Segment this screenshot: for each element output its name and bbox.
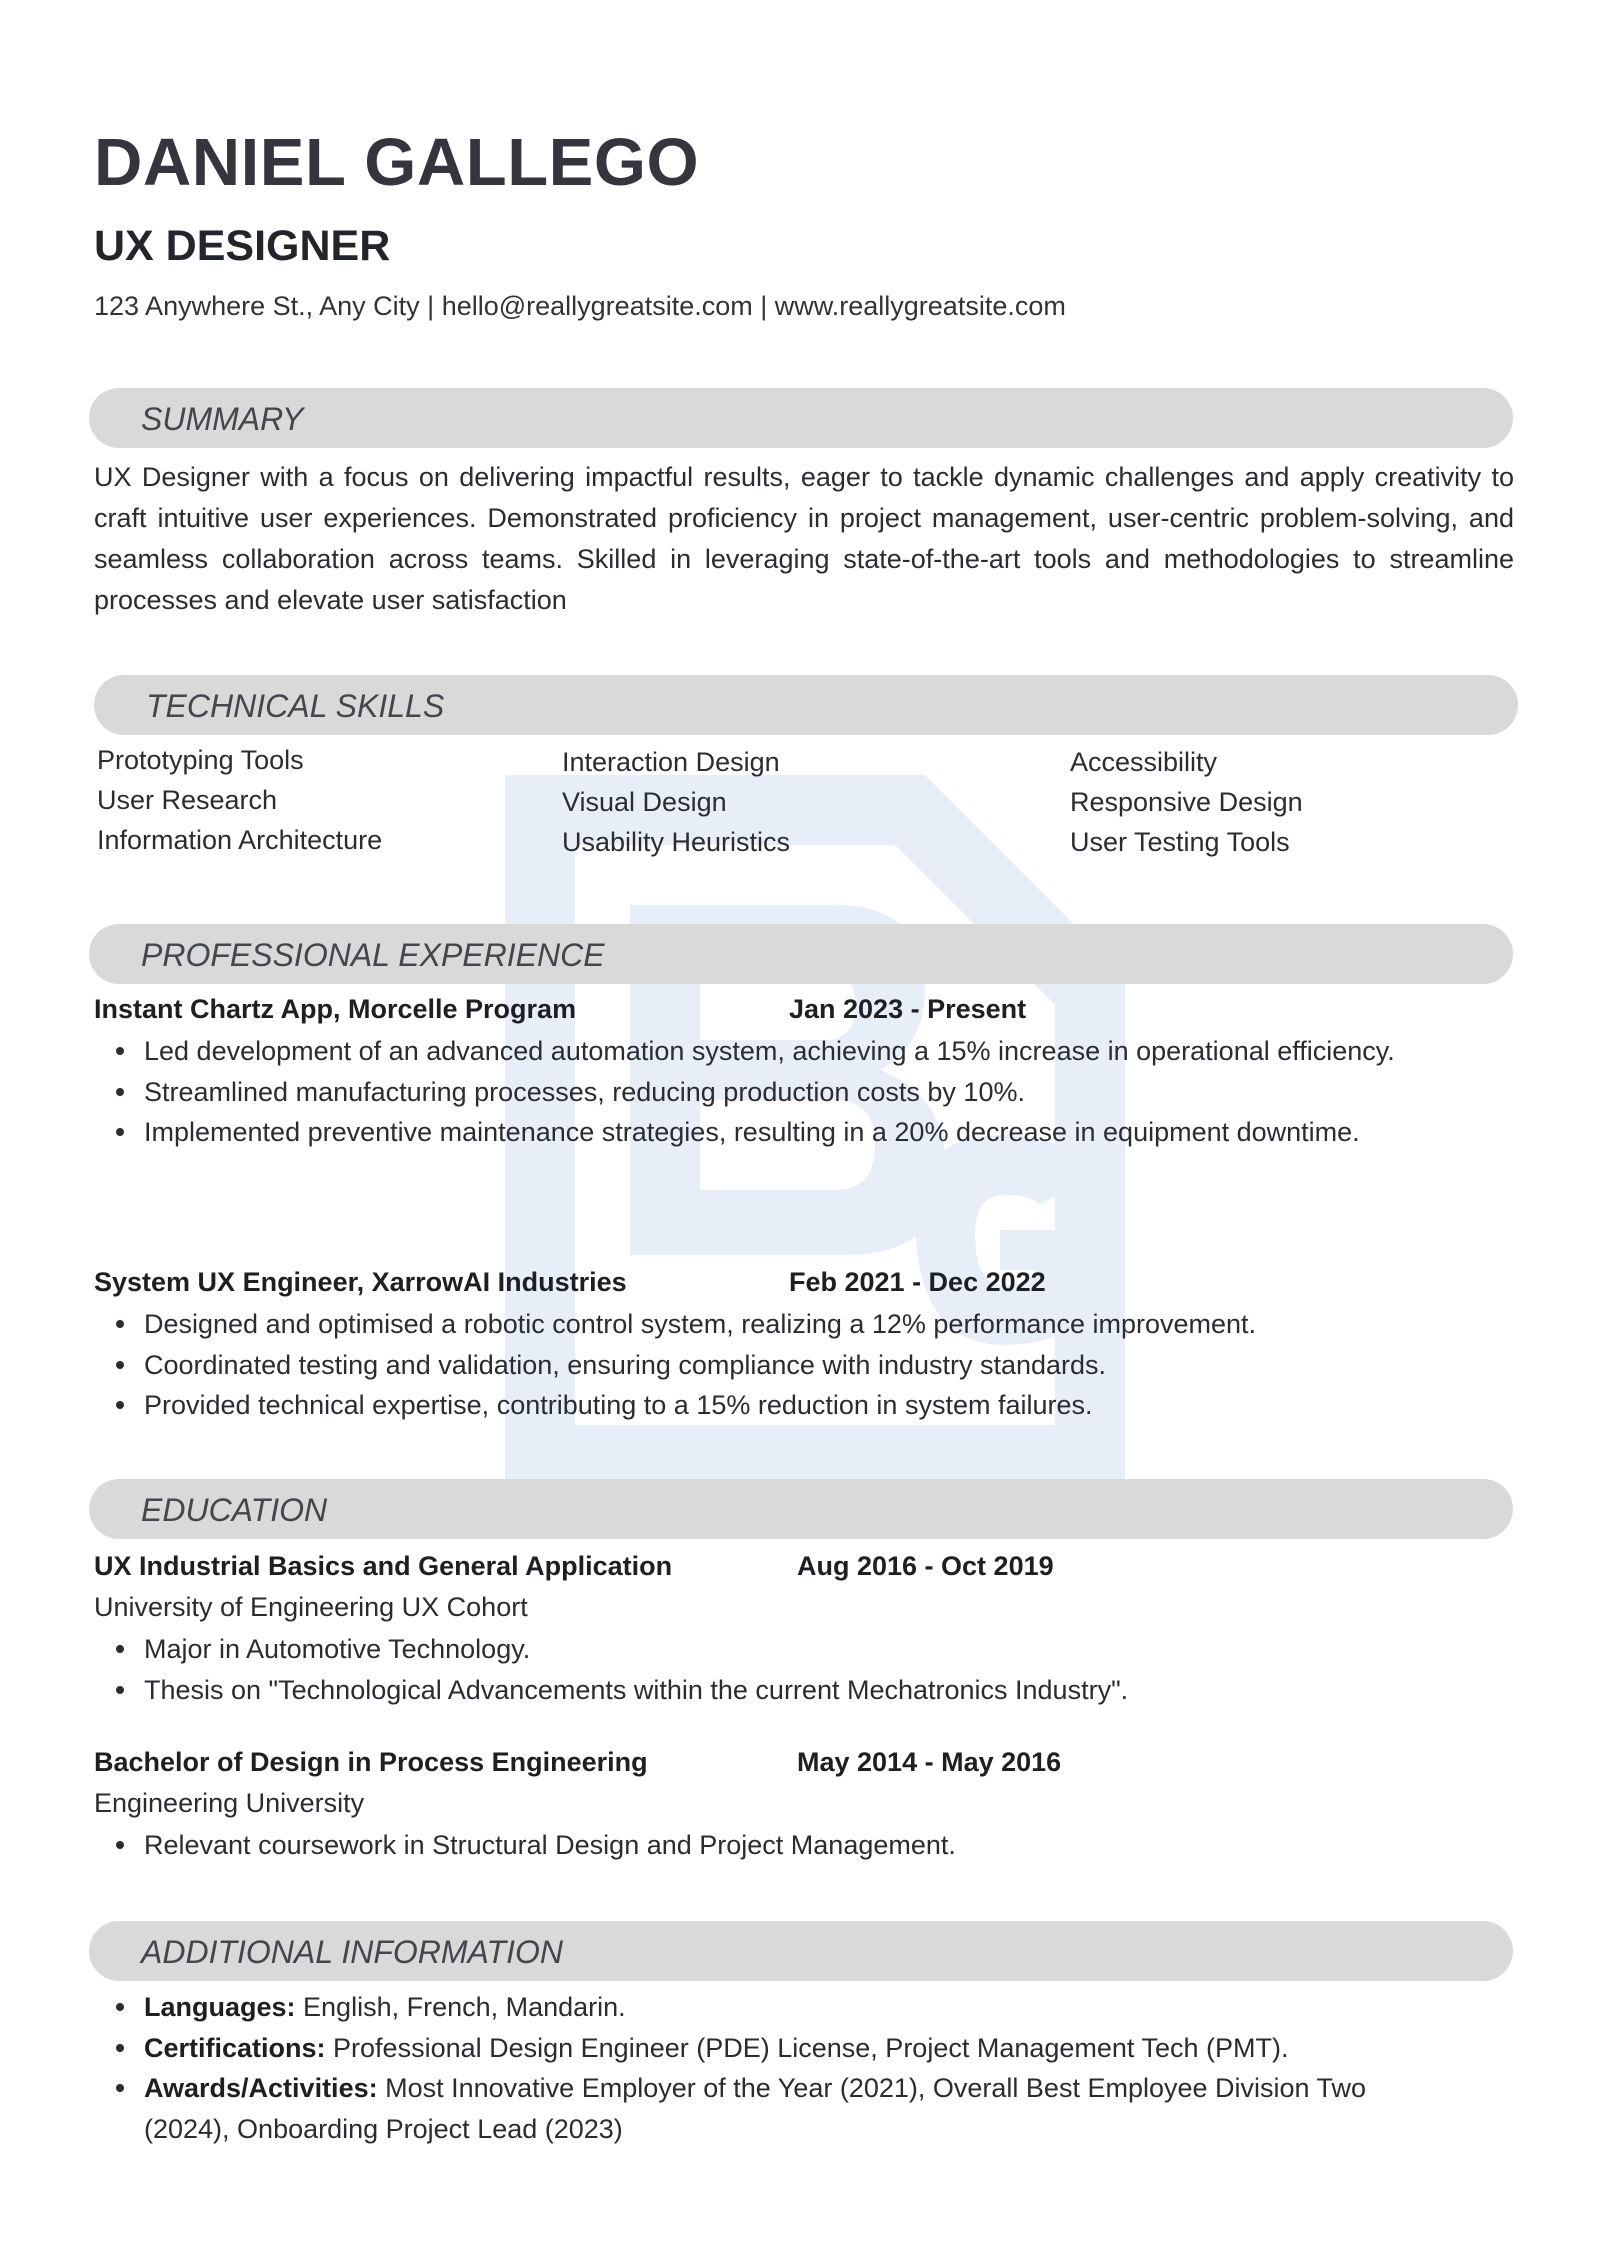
section-header-additional-information xyxy=(89,1921,1513,1981)
item-label: Certifications: xyxy=(144,2032,326,2063)
education-entry-bullets xyxy=(94,1825,1434,1866)
section-label: PROFESSIONAL EXPERIENCE xyxy=(141,937,605,973)
list-item: Led development of an advanced automation system, achieving a 15% increase in operational efficiency. xyxy=(94,1031,1434,1072)
item-text: Most Innovative Employer of the Year (2021), Overall Best Employee Division Two (2024), Onboarding Project Lead (2023) xyxy=(144,2073,1367,2144)
item-label: Languages: xyxy=(144,1992,296,2022)
skill-item: Responsive Design xyxy=(1070,787,1303,817)
list-item: Major in Automotive Technology. xyxy=(94,1629,1434,1670)
list-item: Relevant coursework in Structural Design and Project Management. xyxy=(94,1825,1434,1866)
job-entry-bullets xyxy=(94,1031,1434,1153)
section-header-education xyxy=(89,1479,1513,1539)
item-label: Awards/Activities: xyxy=(144,2073,378,2103)
skill-item: Usability Heuristics xyxy=(562,827,791,857)
job-entry-date: Jan 2023 - Present xyxy=(789,994,1027,1024)
education-school: University of Engineering UX Cohort xyxy=(94,1592,528,1622)
list-item: Implemented preventive maintenance strategies, resulting in a 20% decrease in equipment downtime. xyxy=(94,1112,1434,1153)
education-entry-date: May 2014 - May 2016 xyxy=(797,1747,1062,1777)
education-entry-title: UX Industrial Basics and General Application xyxy=(94,1551,673,1581)
list-item-languages xyxy=(94,1987,1434,2028)
job-entry-date: Feb 2021 - Dec 2022 xyxy=(789,1267,1046,1297)
list-item-awards xyxy=(94,2068,1434,2149)
education-entry-bullets xyxy=(94,1629,1434,1710)
skill-item: Visual Design xyxy=(562,787,727,817)
section-header-technical-skills xyxy=(94,675,1518,735)
list-item-certifications xyxy=(94,2028,1434,2069)
education-entry-title: Bachelor of Design in Process Engineering xyxy=(94,1747,648,1777)
job-title: UX DESIGNER xyxy=(94,222,391,270)
section-header-experience xyxy=(89,924,1513,984)
skill-item: Interaction Design xyxy=(562,747,780,777)
education-entry-date: Aug 2016 - Oct 2019 xyxy=(797,1551,1054,1581)
skill-item: User Research xyxy=(97,785,278,815)
job-entry-title: System UX Engineer, XarrowAI Industries xyxy=(94,1267,627,1297)
item-text: English, French, Mandarin. xyxy=(295,1992,626,2022)
skill-item: Prototyping Tools xyxy=(97,745,304,775)
section-header-summary xyxy=(89,388,1513,448)
list-item: Streamlined manufacturing processes, reducing production costs by 10%. xyxy=(94,1072,1434,1113)
additional-info-list xyxy=(94,1987,1434,2149)
skill-item: User Testing Tools xyxy=(1070,827,1290,857)
list-item: Provided technical expertise, contributing to a 15% reduction in system failures. xyxy=(94,1385,1434,1426)
job-entry-bullets xyxy=(94,1304,1434,1426)
section-label: TECHNICAL SKILLS xyxy=(146,688,445,724)
contact-line: 123 Anywhere St., Any City | hello@reallygreatsite.com | www.reallygreatsite.com xyxy=(94,291,1066,321)
education-school: Engineering University xyxy=(94,1788,365,1818)
skill-item: Accessibility xyxy=(1070,747,1218,777)
section-label: EDUCATION xyxy=(141,1492,328,1528)
item-text: Professional Design Engineer (PDE) License, Project Management Tech (PMT). xyxy=(325,2032,1289,2063)
summary-paragraph: UX Designer with a focus on delivering impactful results, eager to tackle dynamic challenges and apply creativity to craft intuitive user experiences. Demonstrated proficiency in project management, user-centric problem-solving, and seamless collaboration across teams. Skilled in leveraging state-of-the-art tools and methodologies to streamline processes and elevate user satisfaction xyxy=(94,462,1514,615)
skill-item: Information Architecture xyxy=(97,825,383,855)
candidate-name: DANIEL GALLEGO xyxy=(94,125,700,200)
section-label: SUMMARY xyxy=(141,401,304,437)
list-item: Thesis on "Technological Advancements within the current Mechatronics Industry". xyxy=(94,1670,1434,1711)
section-label: ADDITIONAL INFORMATION xyxy=(141,1934,563,1970)
list-item: Designed and optimised a robotic control system, realizing a 12% performance improvement. xyxy=(94,1304,1434,1345)
job-entry-title: Instant Chartz App, Morcelle Program xyxy=(94,994,577,1024)
list-item: Coordinated testing and validation, ensuring compliance with industry standards. xyxy=(94,1345,1434,1386)
